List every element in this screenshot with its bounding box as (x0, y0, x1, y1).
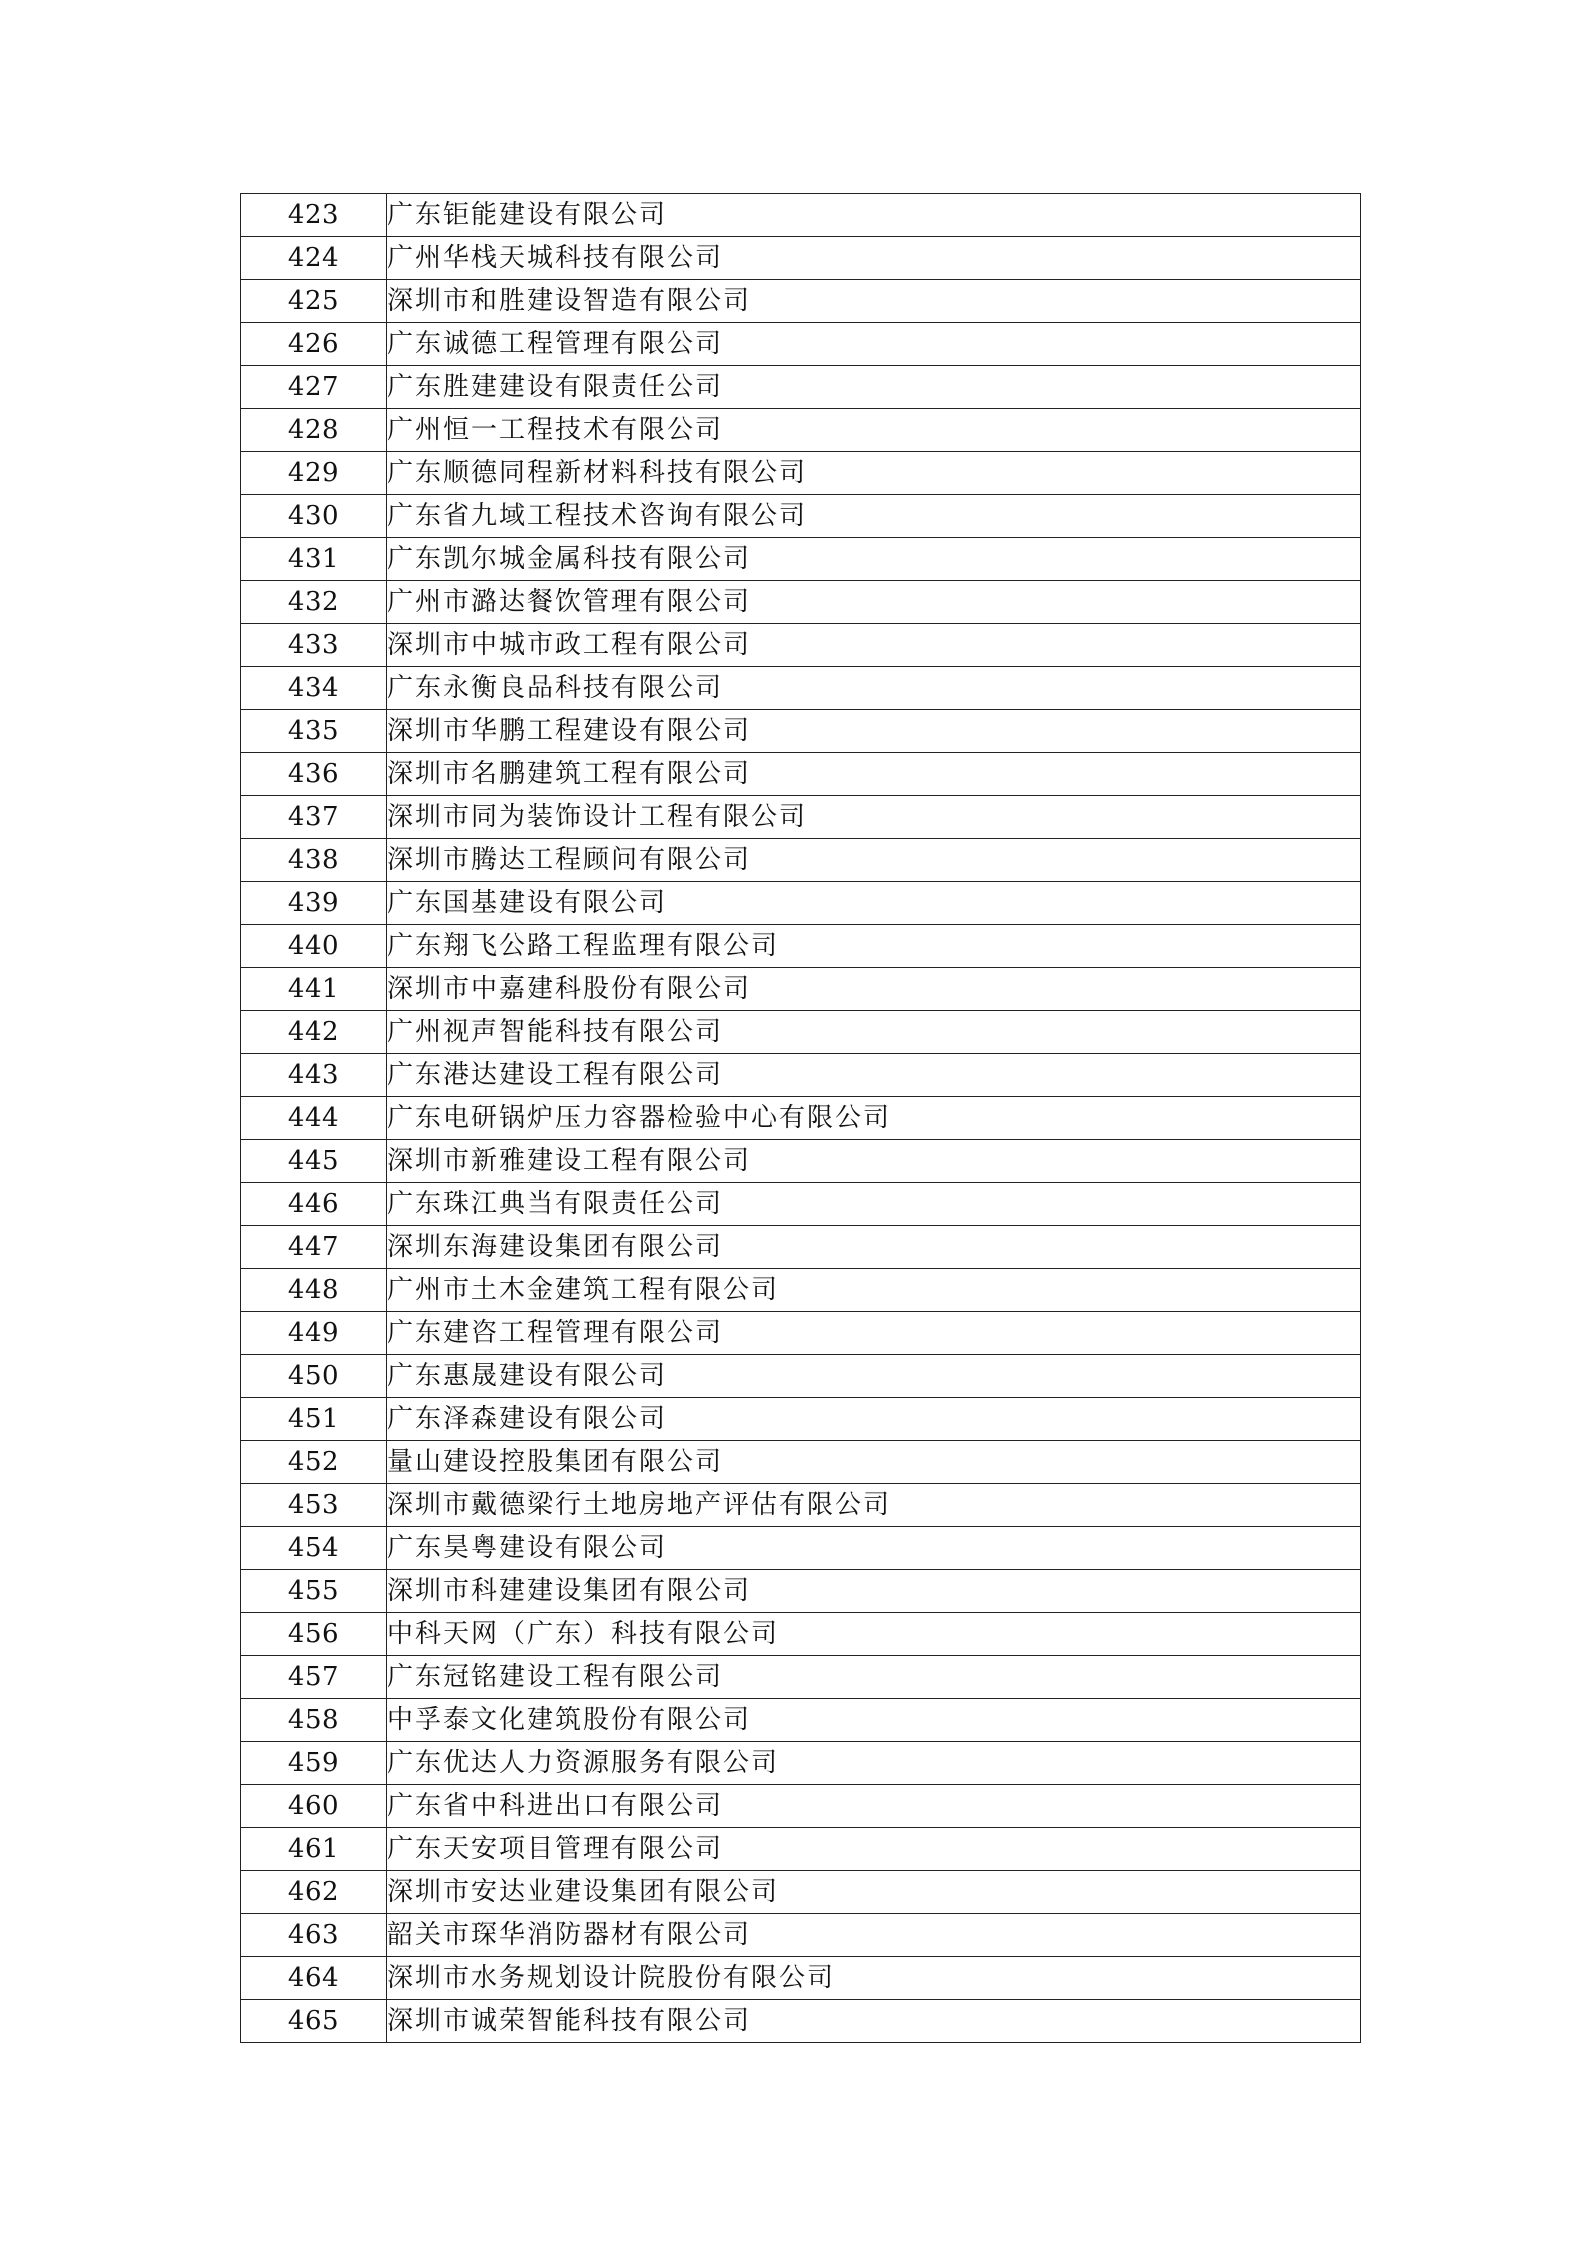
table-row (241, 1613, 1361, 1656)
company-name-cell: 广东国基建设有限公司 (387, 882, 1361, 925)
company-list-table (240, 193, 1361, 2043)
company-name-cell: 广州市土木金建筑工程有限公司 (387, 1269, 1361, 1312)
table-row (241, 280, 1361, 323)
company-name-cell: 广东省中科进出口有限公司 (387, 1785, 1361, 1828)
row-number-cell: 449 (241, 1312, 387, 1355)
row-number-cell: 428 (241, 409, 387, 452)
row-number-cell: 460 (241, 1785, 387, 1828)
company-name-cell: 广州恒一工程技术有限公司 (387, 409, 1361, 452)
row-number-cell: 452 (241, 1441, 387, 1484)
table-row (241, 1140, 1361, 1183)
company-name-cell: 广东诚德工程管理有限公司 (387, 323, 1361, 366)
table-row (241, 925, 1361, 968)
table-row (241, 1312, 1361, 1355)
company-name-cell: 深圳市同为装饰设计工程有限公司 (387, 796, 1361, 839)
company-name-cell: 广东胜建建设有限责任公司 (387, 366, 1361, 409)
row-number-cell: 465 (241, 2000, 387, 2043)
company-name-cell: 广东凯尔城金属科技有限公司 (387, 538, 1361, 581)
row-number-cell: 459 (241, 1742, 387, 1785)
company-name-cell: 中科天网（广东）科技有限公司 (387, 1613, 1361, 1656)
row-number-cell: 435 (241, 710, 387, 753)
row-number-cell: 441 (241, 968, 387, 1011)
company-name-cell: 广州视声智能科技有限公司 (387, 1011, 1361, 1054)
row-number-cell: 432 (241, 581, 387, 624)
row-number-cell: 423 (241, 194, 387, 237)
row-number-cell: 438 (241, 839, 387, 882)
row-number-cell: 433 (241, 624, 387, 667)
table-row (241, 1527, 1361, 1570)
table-row (241, 882, 1361, 925)
table-row (241, 1742, 1361, 1785)
table-row (241, 581, 1361, 624)
table-row (241, 1183, 1361, 1226)
row-number-cell: 426 (241, 323, 387, 366)
company-name-cell: 广东顺德同程新材料科技有限公司 (387, 452, 1361, 495)
table-row (241, 538, 1361, 581)
company-name-cell: 深圳市科建建设集团有限公司 (387, 1570, 1361, 1613)
row-number-cell: 451 (241, 1398, 387, 1441)
table-row (241, 237, 1361, 280)
row-number-cell: 445 (241, 1140, 387, 1183)
company-name-cell: 深圳市华鹏工程建设有限公司 (387, 710, 1361, 753)
row-number-cell: 463 (241, 1914, 387, 1957)
company-name-cell: 量山建设控股集团有限公司 (387, 1441, 1361, 1484)
row-number-cell: 439 (241, 882, 387, 925)
table-row (241, 1269, 1361, 1312)
row-number-cell: 456 (241, 1613, 387, 1656)
company-name-cell: 广东钜能建设有限公司 (387, 194, 1361, 237)
row-number-cell: 431 (241, 538, 387, 581)
row-number-cell: 457 (241, 1656, 387, 1699)
table-row (241, 796, 1361, 839)
table-row (241, 366, 1361, 409)
company-name-cell: 广东港达建设工程有限公司 (387, 1054, 1361, 1097)
row-number-cell: 440 (241, 925, 387, 968)
row-number-cell: 458 (241, 1699, 387, 1742)
company-name-cell: 深圳市安达业建设集团有限公司 (387, 1871, 1361, 1914)
row-number-cell: 442 (241, 1011, 387, 1054)
table-row (241, 624, 1361, 667)
company-name-cell: 广东惠晟建设有限公司 (387, 1355, 1361, 1398)
company-name-cell: 广东永衡良品科技有限公司 (387, 667, 1361, 710)
company-name-cell: 广东泽森建设有限公司 (387, 1398, 1361, 1441)
table-row (241, 1957, 1361, 2000)
table-row (241, 753, 1361, 796)
company-list-body (241, 194, 1361, 2043)
table-row (241, 1785, 1361, 1828)
row-number-cell: 462 (241, 1871, 387, 1914)
company-name-cell: 深圳市中城市政工程有限公司 (387, 624, 1361, 667)
row-number-cell: 446 (241, 1183, 387, 1226)
table-row (241, 1656, 1361, 1699)
company-name-cell: 中孚泰文化建筑股份有限公司 (387, 1699, 1361, 1742)
table-row (241, 667, 1361, 710)
row-number-cell: 443 (241, 1054, 387, 1097)
table-row (241, 1441, 1361, 1484)
row-number-cell: 447 (241, 1226, 387, 1269)
company-name-cell: 深圳市戴德梁行土地房地产评估有限公司 (387, 1484, 1361, 1527)
row-number-cell: 454 (241, 1527, 387, 1570)
table-row (241, 968, 1361, 1011)
company-name-cell: 深圳市诚荣智能科技有限公司 (387, 2000, 1361, 2043)
table-row (241, 194, 1361, 237)
table-row (241, 1097, 1361, 1140)
company-name-cell: 广东建咨工程管理有限公司 (387, 1312, 1361, 1355)
row-number-cell: 461 (241, 1828, 387, 1871)
table-row (241, 323, 1361, 366)
row-number-cell: 464 (241, 1957, 387, 2000)
company-name-cell: 广东昊粤建设有限公司 (387, 1527, 1361, 1570)
row-number-cell: 429 (241, 452, 387, 495)
row-number-cell: 436 (241, 753, 387, 796)
table-row (241, 495, 1361, 538)
company-name-cell: 广东珠江典当有限责任公司 (387, 1183, 1361, 1226)
table-row (241, 452, 1361, 495)
row-number-cell: 453 (241, 1484, 387, 1527)
company-name-cell: 广东优达人力资源服务有限公司 (387, 1742, 1361, 1785)
company-name-cell: 广东冠铭建设工程有限公司 (387, 1656, 1361, 1699)
row-number-cell: 434 (241, 667, 387, 710)
company-name-cell: 深圳东海建设集团有限公司 (387, 1226, 1361, 1269)
company-name-cell: 广东天安项目管理有限公司 (387, 1828, 1361, 1871)
row-number-cell: 455 (241, 1570, 387, 1613)
company-name-cell: 深圳市腾达工程顾问有限公司 (387, 839, 1361, 882)
row-number-cell: 424 (241, 237, 387, 280)
company-name-cell: 广州华栈天城科技有限公司 (387, 237, 1361, 280)
row-number-cell: 444 (241, 1097, 387, 1140)
company-name-cell: 深圳市水务规划设计院股份有限公司 (387, 1957, 1361, 2000)
table-row (241, 1054, 1361, 1097)
table-row (241, 1484, 1361, 1527)
table-row (241, 710, 1361, 753)
company-name-cell: 深圳市名鹏建筑工程有限公司 (387, 753, 1361, 796)
table-row (241, 1570, 1361, 1613)
company-name-cell: 韶关市琛华消防器材有限公司 (387, 1914, 1361, 1957)
table-row (241, 1699, 1361, 1742)
company-name-cell: 广东省九域工程技术咨询有限公司 (387, 495, 1361, 538)
table-row (241, 1355, 1361, 1398)
company-name-cell: 广东电研锅炉压力容器检验中心有限公司 (387, 1097, 1361, 1140)
company-name-cell: 深圳市中嘉建科股份有限公司 (387, 968, 1361, 1011)
table-row (241, 1011, 1361, 1054)
company-name-cell: 深圳市和胜建设智造有限公司 (387, 280, 1361, 323)
row-number-cell: 430 (241, 495, 387, 538)
table-row (241, 2000, 1361, 2043)
row-number-cell: 437 (241, 796, 387, 839)
row-number-cell: 448 (241, 1269, 387, 1312)
table-row (241, 1914, 1361, 1957)
table-row (241, 1398, 1361, 1441)
table-row (241, 839, 1361, 882)
row-number-cell: 427 (241, 366, 387, 409)
row-number-cell: 450 (241, 1355, 387, 1398)
company-name-cell: 深圳市新雅建设工程有限公司 (387, 1140, 1361, 1183)
row-number-cell: 425 (241, 280, 387, 323)
company-name-cell: 广东翔飞公路工程监理有限公司 (387, 925, 1361, 968)
table-row (241, 1226, 1361, 1269)
table-row (241, 1828, 1361, 1871)
table-row (241, 1871, 1361, 1914)
table-row (241, 409, 1361, 452)
company-name-cell: 广州市潞达餐饮管理有限公司 (387, 581, 1361, 624)
